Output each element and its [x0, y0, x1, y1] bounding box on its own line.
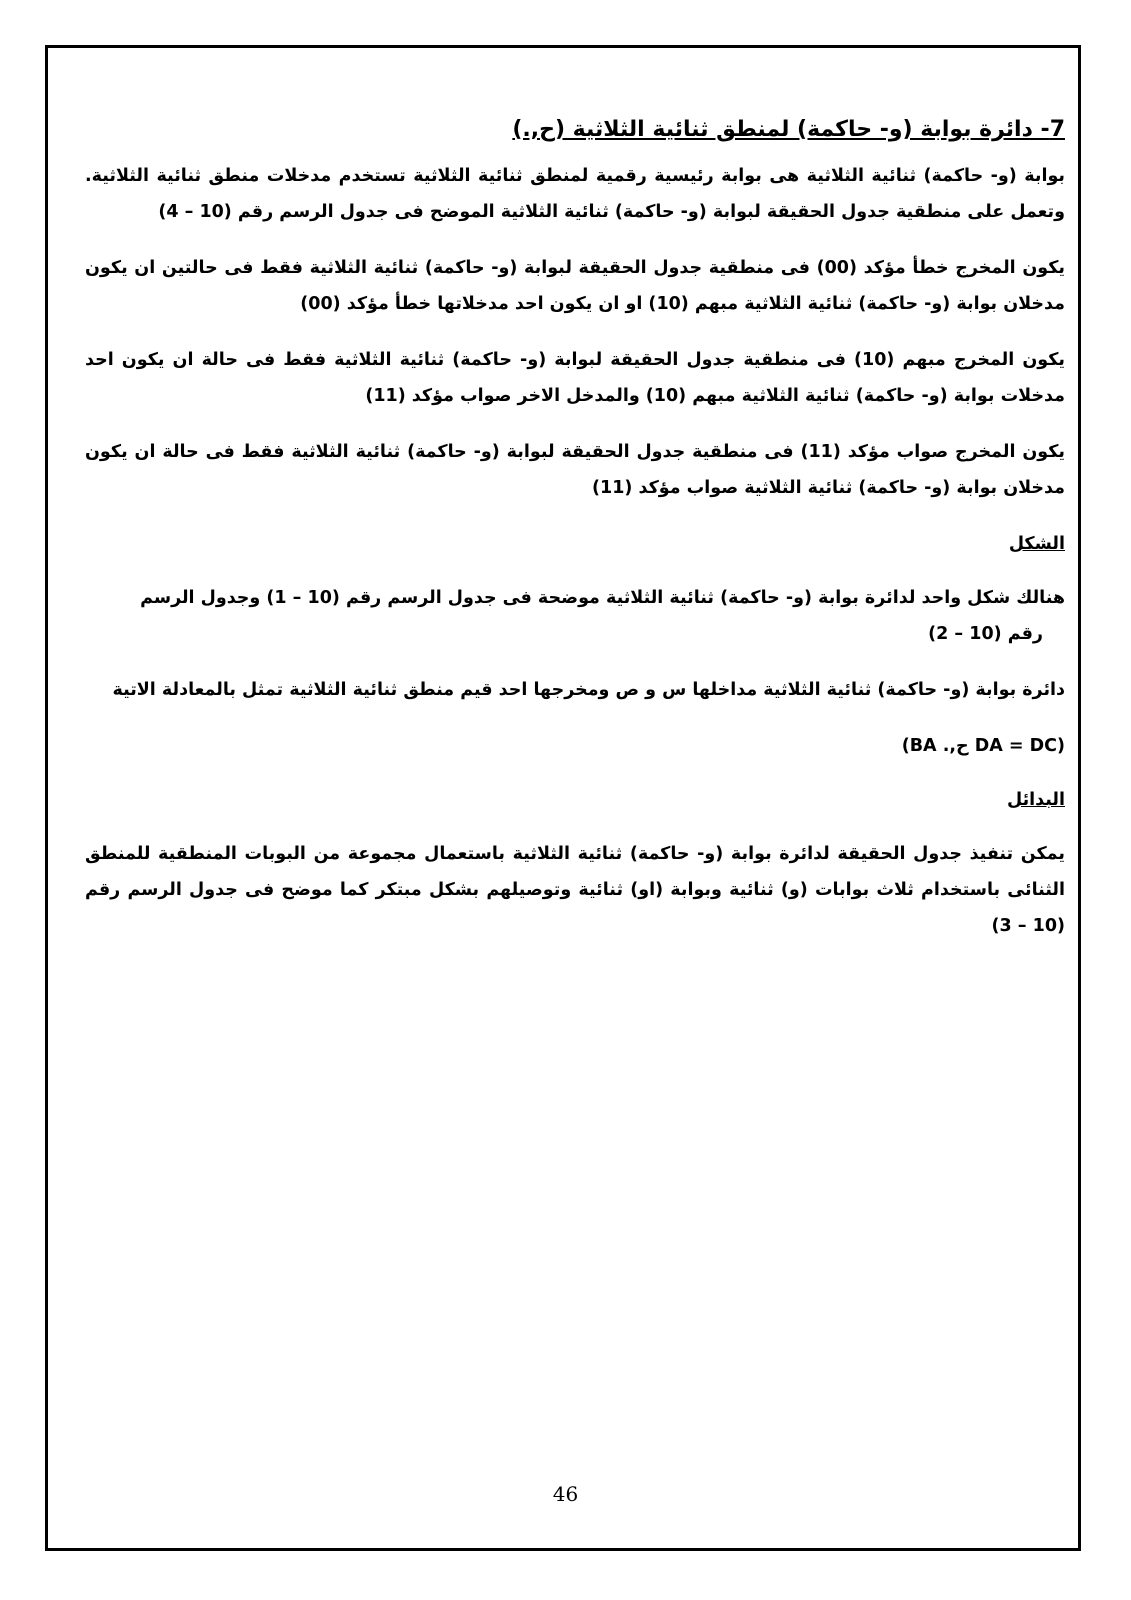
text-line: (10 – 3)	[991, 916, 1065, 936]
alternatives-heading: البدائل	[1006, 790, 1065, 810]
text-line: مدخلان بوابة (و- حاكمة) ثنائية الثلاثية مبهم (10) او ان يكون احد مدخلاتها خطأ مؤكد (00)	[300, 294, 1065, 314]
text-line: يمكن تنفيذ جدول الحقيقة لدائرة بوابة (و- حاكمة) ثنائية الثلاثية باستعمال مجموعة من البوبات المنطقية للمنطق	[85, 844, 1065, 864]
shape-heading: الشكل	[1008, 534, 1065, 554]
text-line: وتعمل على منطقية جدول الحقيقة لبوابة (و- حاكمة) ثنائية الثلاثية الموضح فى جدول الرسم رقم (10 – 4)	[158, 202, 1065, 222]
text-line: مدخلات بوابة (و- حاكمة) ثنائية الثلاثية مبهم (10) والمدخل الاخر صواب مؤكد (11)	[365, 386, 1065, 406]
text-line: مدخلان بوابة (و- حاكمة) ثنائية الثلاثية صواب مؤكد (11)	[592, 478, 1065, 498]
text-line: يكون المخرج صواب مؤكد (11) فى منطقية جدول الحقيقة لبوابة (و- حاكمة) ثنائية الثلاثية فقط فى حالة ان يكون	[85, 442, 1065, 462]
text-line: رقم (10 – 2)	[928, 624, 1043, 644]
text-line: يكون المخرج مبهم (10) فى منطقية جدول الحقيقة لبوابة (و- حاكمة) ثنائية الثلاثية فقط فى حالة ان يكون احد	[85, 350, 1065, 370]
page-number: 46	[552, 1482, 579, 1506]
text-line: يكون المخرج خطأ مؤكد (00) فى منطقية جدول الحقيقة لبوابة (و- حاكمة) ثنائية الثلاثية فقط فى حالتين ان يكون	[85, 258, 1065, 278]
paragraph-ambiguous-output	[85, 342, 1065, 414]
section-title: 7- دائرة بوابة (و- حاكمة) لمنطق ثنائية الثلاثية (ح,.)	[512, 117, 1065, 142]
paragraph-true-output	[85, 434, 1065, 506]
equation: (DA = DC ح,. BA)	[901, 736, 1065, 756]
paragraph-false-output	[85, 250, 1065, 322]
text-line: بوابة (و- حاكمة) ثنائية الثلاثية هى بوابة رئيسية رقمية لمنطق ثنائية الثلاثية تستخدم مدخلات منطق ثنائية الثلاثية.	[85, 166, 1065, 186]
paragraph-shape	[85, 580, 1065, 652]
paragraph-intro	[85, 158, 1065, 230]
paragraph-alternatives	[85, 836, 1065, 944]
page-content	[85, 108, 1065, 964]
paragraph-equation-intro	[85, 672, 1065, 708]
text-line: دائرة بوابة (و- حاكمة) ثنائية الثلاثية مداخلها س و ص ومخرجها احد قيم منطق ثنائية الثلاثية تمثل بالمعادلة الاتية	[112, 680, 1065, 700]
text-line: الثنائى باستخدام ثلاث بوابات (و) ثنائية وبوابة (او) ثنائية وتوصيلهم بشكل مبتكر كما موضح فى جدول الرسم رقم	[85, 880, 1065, 900]
text-line: هنالك شكل واحد لدائرة بوابة (و- حاكمة) ثنائية الثلاثية موضحة فى جدول الرسم رقم (10 – 1) وجدول الرسم	[140, 588, 1065, 608]
